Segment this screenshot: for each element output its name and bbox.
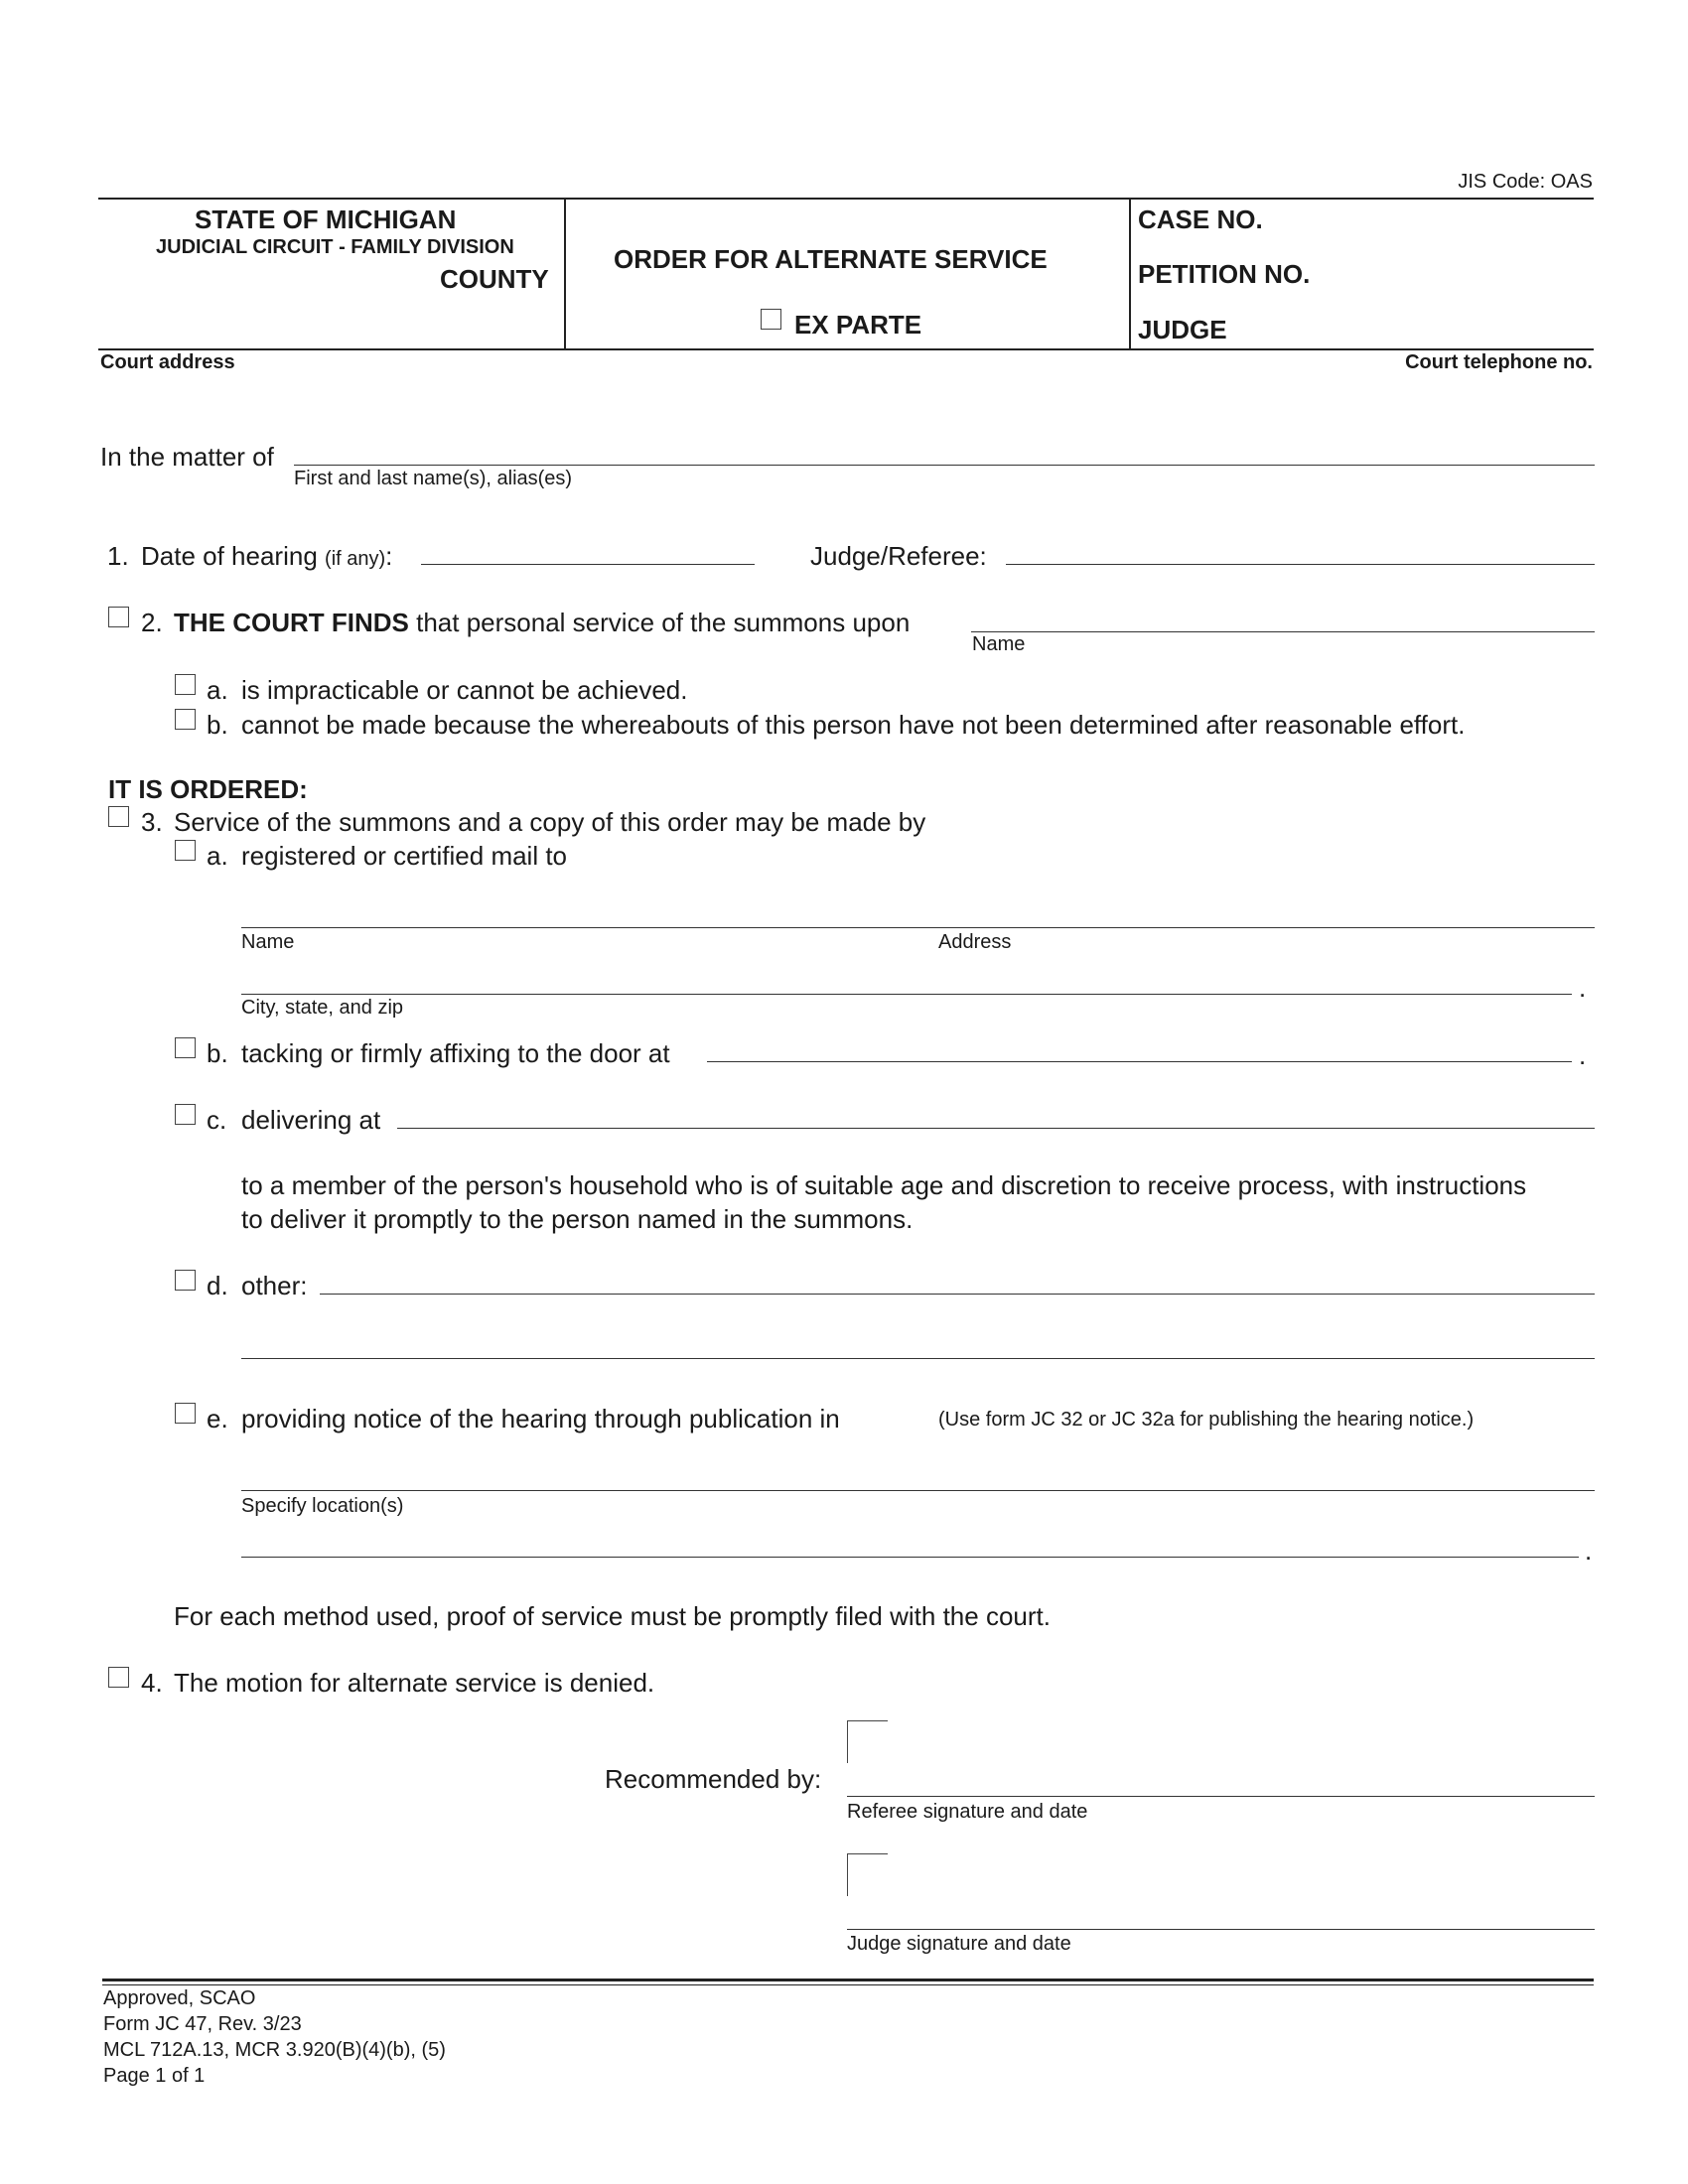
mail-period: . [1579, 973, 1587, 1003]
item4-number: 4. [141, 1668, 163, 1698]
item3e-letter: e. [207, 1404, 228, 1433]
item3a-text: registered or certified mail to [241, 841, 568, 871]
mail-city-state-zip-field[interactable] [241, 994, 1572, 995]
header-bottom-rule [98, 348, 1594, 350]
mail-address-label: Address [938, 931, 1012, 953]
item2b-letter: b. [207, 710, 228, 740]
mail-city-label: City, state, and zip [241, 997, 404, 1019]
judge-signature-corner [847, 1853, 888, 1896]
matter-name-field[interactable] [294, 465, 1595, 466]
door-address-field[interactable] [707, 1061, 1572, 1062]
judge-signature-label: Judge signature and date [847, 1933, 1071, 1955]
mail-name-address-field[interactable] [241, 927, 1595, 928]
matter-sublabel: First and last name(s), alias(es) [294, 468, 573, 489]
item2-number: 2. [141, 608, 163, 637]
item3b-letter: b. [207, 1038, 228, 1068]
item3-number: 3. [141, 807, 163, 837]
court-address-label: Court address [100, 351, 235, 373]
door-period: . [1579, 1040, 1587, 1070]
item2b-checkbox[interactable] [175, 709, 196, 730]
item3c-text: delivering at [241, 1105, 381, 1135]
item1-label: Date of hearing (if any): [141, 541, 393, 571]
footer-rule-bottom [102, 1984, 1594, 1985]
item3c-letter: c. [207, 1105, 227, 1135]
matter-label: In the matter of [100, 442, 274, 472]
publication-location-field-1[interactable] [241, 1490, 1595, 1491]
header-divider-left [564, 199, 566, 349]
item3d-checkbox[interactable] [175, 1270, 196, 1291]
other-field-line1[interactable] [320, 1294, 1595, 1295]
ex-parte-checkbox[interactable] [761, 309, 781, 330]
item3e-checkbox[interactable] [175, 1403, 196, 1424]
footer-mcl: MCL 712A.13, MCR 3.920(B)(4)(b), (5) [103, 2039, 446, 2061]
item2-name-field[interactable] [971, 631, 1595, 632]
item2a-letter: a. [207, 675, 228, 705]
judge-label: JUDGE [1138, 315, 1227, 344]
ordered-heading: IT IS ORDERED: [108, 774, 308, 804]
circuit-label: JUDICIAL CIRCUIT - FAMILY DIVISION [156, 236, 514, 258]
item3e-note: (Use form JC 32 or JC 32a for publishing the hearing notice.) [938, 1409, 1475, 1431]
publication-location-field-2[interactable] [241, 1557, 1579, 1558]
other-field-line2[interactable] [241, 1358, 1595, 1359]
referee-signature-field[interactable] [847, 1796, 1595, 1797]
item2b-text: cannot be made because the whereabouts of this person have not been determined after reasonable effort. [241, 710, 1466, 740]
proof-note: For each method used, proof of service must be promptly filed with the court. [174, 1601, 1051, 1631]
case-no-label: CASE NO. [1138, 205, 1263, 234]
court-telephone-label: Court telephone no. [1405, 351, 1593, 373]
item2a-checkbox[interactable] [175, 674, 196, 695]
hearing-date-field[interactable] [421, 564, 755, 565]
county-label: COUNTY [440, 264, 549, 294]
item2-checkbox[interactable] [108, 607, 129, 627]
item2-name-label: Name [972, 633, 1026, 655]
referee-signature-corner [847, 1720, 888, 1763]
item3e-text: providing notice of the hearing through publication in [241, 1404, 840, 1433]
ex-parte-label: EX PARTE [794, 310, 922, 340]
footer-approved: Approved, SCAO [103, 1987, 256, 2009]
judge-referee-field[interactable] [1006, 564, 1595, 565]
item3-checkbox[interactable] [108, 806, 129, 827]
item2-text: THE COURT FINDS that personal service of the summons upon [174, 608, 911, 637]
item3b-checkbox[interactable] [175, 1037, 196, 1058]
location-label: Specify location(s) [241, 1495, 404, 1517]
petition-no-label: PETITION NO. [1138, 259, 1311, 289]
item3d-letter: d. [207, 1271, 228, 1300]
judge-referee-label: Judge/Referee: [810, 541, 987, 571]
item3a-checkbox[interactable] [175, 840, 196, 861]
footer-rule-top [102, 1979, 1594, 1981]
delivering-address-field[interactable] [397, 1128, 1595, 1129]
item1-number: 1. [107, 541, 129, 571]
item4-checkbox[interactable] [108, 1667, 129, 1688]
item4-text: The motion for alternate service is denied. [174, 1668, 655, 1698]
referee-signature-label: Referee signature and date [847, 1801, 1088, 1823]
footer-form: Form JC 47, Rev. 3/23 [103, 2013, 302, 2035]
item3b-text: tacking or firmly affixing to the door at [241, 1038, 670, 1068]
header-divider-right [1129, 199, 1131, 349]
state-title: STATE OF MICHIGAN [195, 205, 457, 234]
recommended-by-label: Recommended by: [605, 1764, 822, 1794]
item3c-checkbox[interactable] [175, 1104, 196, 1125]
item3a-letter: a. [207, 841, 228, 871]
footer-page: Page 1 of 1 [103, 2065, 206, 2087]
mail-name-label: Name [241, 931, 295, 953]
jis-code: JIS Code: OAS [1458, 171, 1593, 193]
judge-signature-field[interactable] [847, 1929, 1595, 1930]
item3c-text3: to deliver it promptly to the person named in the summons. [241, 1204, 914, 1234]
item2a-text: is impracticable or cannot be achieved. [241, 675, 688, 705]
item3d-text: other: [241, 1271, 308, 1300]
publication-period: . [1585, 1536, 1593, 1566]
form-title: ORDER FOR ALTERNATE SERVICE [614, 244, 1048, 274]
item3-text: Service of the summons and a copy of this order may be made by [174, 807, 926, 837]
item3c-text2: to a member of the person's household who is of suitable age and discretion to receive process, with instructions [241, 1170, 1527, 1200]
header-top-rule [98, 198, 1594, 200]
